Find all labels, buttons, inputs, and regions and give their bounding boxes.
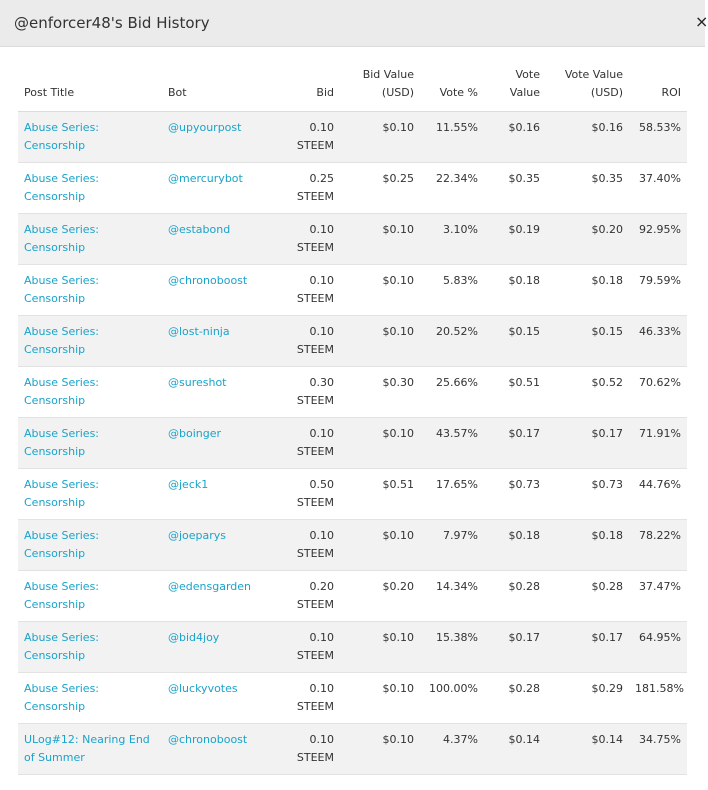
bid-unit: STEEM: [296, 394, 334, 407]
post-title-link[interactable]: Abuse Series: Censorship: [24, 682, 100, 713]
cell-vote-value-usd: $0.15: [546, 316, 629, 367]
cell-bot: [162, 469, 272, 520]
cell-bot: [162, 316, 272, 367]
cell-bot: [162, 112, 272, 163]
cell-vote-value-usd: $0.73: [546, 469, 629, 520]
cell-bid-value: $0.10: [340, 112, 420, 163]
cell-bid-value: $0.10: [340, 316, 420, 367]
cell-post-title: [18, 163, 162, 214]
cell-roi: 44.76%: [629, 469, 687, 520]
cell-post-title: [18, 520, 162, 571]
table-row: [18, 112, 687, 163]
table-row: [18, 520, 687, 571]
cell-post-title: [18, 571, 162, 622]
cell-bid: [272, 673, 340, 724]
cell-post-title: [18, 265, 162, 316]
cell-vote-value-usd: $0.14: [546, 724, 629, 775]
cell-roi: 37.47%: [629, 571, 687, 622]
cell-bid: [272, 265, 340, 316]
bot-link[interactable]: @bid4joy: [168, 631, 220, 644]
bid-amount: 0.10: [309, 325, 334, 338]
cell-vote-value: $0.35: [484, 163, 546, 214]
cell-vote-percent: 15.38%: [420, 622, 484, 673]
close-icon[interactable]: ×: [695, 12, 708, 31]
header-post-title: Post Title: [18, 62, 162, 112]
cell-vote-percent: 22.34%: [420, 163, 484, 214]
cell-vote-value: $0.73: [484, 469, 546, 520]
cell-bot: [162, 367, 272, 418]
header-bid-value: [340, 62, 420, 112]
cell-vote-value: $0.14: [484, 724, 546, 775]
header-vote-value-usd-line1: Vote Value: [564, 68, 623, 81]
bot-link[interactable]: @upyourpost: [168, 121, 242, 134]
cell-roi: 79.59%: [629, 265, 687, 316]
cell-bot: [162, 724, 272, 775]
header-vote-value-line2: Value: [509, 86, 540, 99]
header-vote-value-usd-line2: (USD): [590, 86, 623, 99]
cell-roi: 64.95%: [629, 622, 687, 673]
dialog-title: @enforcer48's Bid History: [14, 14, 210, 32]
table-row: [18, 367, 687, 418]
bid-amount: 0.50: [309, 478, 334, 491]
cell-vote-value: $0.15: [484, 316, 546, 367]
cell-roi: 92.95%: [629, 214, 687, 265]
bid-unit: STEEM: [296, 292, 334, 305]
cell-vote-value-usd: $0.17: [546, 418, 629, 469]
bot-link[interactable]: @chronoboost: [168, 733, 248, 746]
post-title-link[interactable]: Abuse Series: Censorship: [24, 529, 100, 560]
cell-bot: [162, 622, 272, 673]
header-bot: Bot: [162, 62, 272, 112]
post-title-link[interactable]: Abuse Series: Censorship: [24, 325, 100, 356]
cell-vote-percent: 14.34%: [420, 571, 484, 622]
bot-link[interactable]: @edensgarden: [168, 580, 251, 593]
cell-vote-value: $0.17: [484, 622, 546, 673]
cell-bid: [272, 214, 340, 265]
cell-vote-value: $0.16: [484, 112, 546, 163]
cell-bid-value: $0.10: [340, 214, 420, 265]
cell-bid-value: $0.20: [340, 571, 420, 622]
cell-post-title: [18, 367, 162, 418]
cell-vote-value: $0.28: [484, 673, 546, 724]
post-title-link[interactable]: Abuse Series: Censorship: [24, 631, 100, 662]
post-title-link[interactable]: Abuse Series: Censorship: [24, 274, 100, 305]
cell-bot: [162, 520, 272, 571]
cell-bid: [272, 520, 340, 571]
cell-bid: [272, 316, 340, 367]
bid-amount: 0.20: [309, 580, 334, 593]
cell-bid-value: $0.10: [340, 622, 420, 673]
bid-unit: STEEM: [296, 190, 334, 203]
cell-bid: [272, 469, 340, 520]
cell-roi: 46.33%: [629, 316, 687, 367]
cell-bot: [162, 214, 272, 265]
table-row: [18, 469, 687, 520]
cell-vote-percent: 11.55%: [420, 112, 484, 163]
cell-vote-value-usd: $0.17: [546, 622, 629, 673]
bid-unit: STEEM: [296, 649, 334, 662]
cell-vote-value-usd: $0.29: [546, 673, 629, 724]
post-title-link[interactable]: Abuse Series: Censorship: [24, 427, 100, 458]
bot-link[interactable]: @chronoboost: [168, 274, 248, 287]
bot-link[interactable]: @luckyvotes: [168, 682, 238, 695]
bid-history-table: [18, 62, 687, 775]
header-bid: Bid: [272, 62, 340, 112]
cell-vote-value-usd: $0.35: [546, 163, 629, 214]
cell-bid: [272, 724, 340, 775]
post-title-link[interactable]: ULog#12: Nearing End of Summer: [24, 733, 150, 764]
header-bid-value-line2: (USD): [381, 86, 414, 99]
table-row: [18, 214, 687, 265]
table-row: [18, 418, 687, 469]
bid-amount: 0.10: [309, 529, 334, 542]
cell-post-title: [18, 316, 162, 367]
cell-bot: [162, 163, 272, 214]
cell-roi: 181.58%: [629, 673, 687, 724]
cell-post-title: [18, 469, 162, 520]
cell-vote-percent: 5.83%: [420, 265, 484, 316]
cell-vote-value-usd: $0.18: [546, 265, 629, 316]
bid-amount: 0.10: [309, 427, 334, 440]
bot-link[interactable]: @jeck1: [168, 478, 209, 491]
post-title-link[interactable]: Abuse Series: Censorship: [24, 376, 100, 407]
cell-post-title: [18, 112, 162, 163]
header-roi: ROI: [629, 62, 687, 112]
cell-bid: [272, 571, 340, 622]
cell-vote-value: $0.18: [484, 265, 546, 316]
cell-bid-value: $0.10: [340, 673, 420, 724]
table-row: [18, 673, 687, 724]
cell-roi: 58.53%: [629, 112, 687, 163]
bid-unit: STEEM: [296, 496, 334, 509]
cell-vote-value: $0.19: [484, 214, 546, 265]
bid-unit: STEEM: [296, 547, 334, 560]
cell-vote-percent: 25.66%: [420, 367, 484, 418]
cell-bot: [162, 265, 272, 316]
bot-link[interactable]: @lost-ninja: [168, 325, 230, 338]
cell-vote-value-usd: $0.18: [546, 520, 629, 571]
cell-roi: 78.22%: [629, 520, 687, 571]
cell-vote-percent: 7.97%: [420, 520, 484, 571]
cell-vote-value: $0.51: [484, 367, 546, 418]
bot-link[interactable]: @mercurybot: [168, 172, 243, 185]
header-vote-percent: Vote %: [420, 62, 484, 112]
bid-amount: 0.10: [309, 631, 334, 644]
header-vote-value-usd: [546, 62, 629, 112]
bid-amount: 0.30: [309, 376, 334, 389]
bid-unit: STEEM: [296, 139, 334, 152]
cell-vote-percent: 4.37%: [420, 724, 484, 775]
cell-bid: [272, 622, 340, 673]
bid-unit: STEEM: [296, 751, 334, 764]
cell-bid-value: $0.10: [340, 724, 420, 775]
bid-amount: 0.10: [309, 121, 334, 134]
bid-amount: 0.10: [309, 733, 334, 746]
cell-post-title: [18, 724, 162, 775]
post-title-link[interactable]: Abuse Series: Censorship: [24, 223, 100, 254]
bid-unit: STEEM: [296, 343, 334, 356]
post-title-link[interactable]: Abuse Series: Censorship: [24, 580, 100, 611]
cell-bid-value: $0.10: [340, 265, 420, 316]
cell-post-title: [18, 622, 162, 673]
cell-post-title: [18, 214, 162, 265]
cell-bot: [162, 571, 272, 622]
cell-vote-value-usd: $0.28: [546, 571, 629, 622]
cell-bid: [272, 163, 340, 214]
bot-link[interactable]: @joeparys: [168, 529, 227, 542]
bid-unit: STEEM: [296, 241, 334, 254]
bid-amount: 0.10: [309, 274, 334, 287]
post-title-link[interactable]: Abuse Series: Censorship: [24, 478, 100, 509]
cell-bid-value: $0.10: [340, 418, 420, 469]
cell-post-title: [18, 418, 162, 469]
cell-vote-percent: 3.10%: [420, 214, 484, 265]
cell-bid-value: $0.51: [340, 469, 420, 520]
table-row: [18, 316, 687, 367]
post-title-link[interactable]: Abuse Series: Censorship: [24, 121, 100, 152]
cell-post-title: [18, 673, 162, 724]
cell-bid-value: $0.30: [340, 367, 420, 418]
cell-vote-value: $0.18: [484, 520, 546, 571]
cell-bid-value: $0.10: [340, 520, 420, 571]
cell-bid: [272, 367, 340, 418]
bot-link[interactable]: @sureshot: [168, 376, 227, 389]
cell-roi: 71.91%: [629, 418, 687, 469]
cell-bot: [162, 418, 272, 469]
bid-amount: 0.10: [309, 682, 334, 695]
cell-roi: 34.75%: [629, 724, 687, 775]
post-title-link[interactable]: Abuse Series: Censorship: [24, 172, 100, 203]
cell-bot: [162, 673, 272, 724]
cell-vote-value: $0.17: [484, 418, 546, 469]
cell-roi: 70.62%: [629, 367, 687, 418]
cell-bid: [272, 112, 340, 163]
bot-link[interactable]: @estabond: [168, 223, 231, 236]
cell-vote-value-usd: $0.16: [546, 112, 629, 163]
bid-unit: STEEM: [296, 445, 334, 458]
table-row: [18, 163, 687, 214]
bid-history-table-container: [18, 62, 687, 775]
cell-bid-value: $0.25: [340, 163, 420, 214]
cell-vote-percent: 20.52%: [420, 316, 484, 367]
bot-link[interactable]: @boinger: [168, 427, 222, 440]
header-bid-value-line1: Bid Value: [362, 68, 414, 81]
cell-bid: [272, 418, 340, 469]
cell-vote-percent: 100.00%: [420, 673, 484, 724]
table-row: [18, 265, 687, 316]
bid-amount: 0.10: [309, 223, 334, 236]
table-row: [18, 622, 687, 673]
table-row: [18, 724, 687, 775]
cell-vote-value-usd: $0.52: [546, 367, 629, 418]
bid-amount: 0.25: [309, 172, 334, 185]
dialog-header: [0, 0, 708, 47]
header-vote-value-line1: Vote: [515, 68, 540, 81]
table-header-row: [18, 62, 687, 112]
header-vote-value: [484, 62, 546, 112]
cell-vote-value-usd: $0.20: [546, 214, 629, 265]
bid-unit: STEEM: [296, 598, 334, 611]
bid-unit: STEEM: [296, 700, 334, 713]
table-row: [18, 571, 687, 622]
cell-vote-percent: 43.57%: [420, 418, 484, 469]
cell-roi: 37.40%: [629, 163, 687, 214]
cell-vote-value: $0.28: [484, 571, 546, 622]
cell-vote-percent: 17.65%: [420, 469, 484, 520]
